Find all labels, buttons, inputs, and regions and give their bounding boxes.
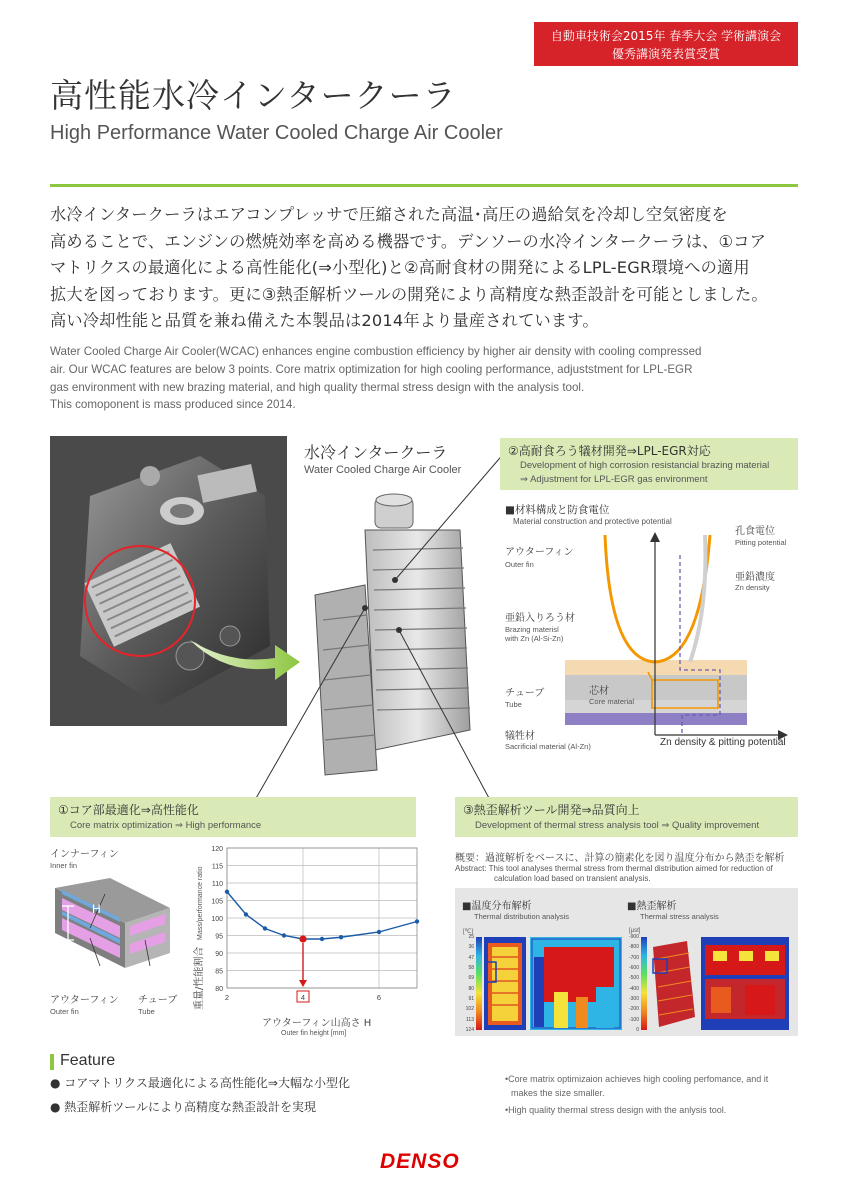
stress-scale-label: -100	[628, 1016, 639, 1023]
chart-ytick-label: 85	[215, 968, 223, 976]
chart-xtick-label: 6	[376, 993, 382, 1002]
temp-scale-label: 69	[468, 975, 474, 982]
intro-ja-line: 拡大を図っております。更に③熱歪解析ツールの開発により高精度な熱歪設計を可能としました。	[50, 284, 768, 304]
intro-en-line: This comoponent is mass produced since 2014.	[50, 398, 296, 412]
analysis-overview-ja: 概要：過渡解析をベースに、計算の簡素化を図り温度分布から熱歪を解析	[455, 853, 785, 864]
box3-title: ③熱歪解析ツール開発⇒品質向上	[463, 803, 640, 817]
stress-scale-label: -900	[628, 934, 639, 940]
tube-label-en-box1: Tube	[138, 1007, 155, 1016]
temp-scale-label: 80	[468, 985, 474, 992]
analysis-abstract-2: calculation load based on transient analysis.	[494, 874, 651, 883]
core-label-en: Core material	[589, 697, 635, 706]
temp-scale-label: 58	[468, 965, 474, 971]
chart-ytick-label: 90	[215, 951, 223, 958]
box2-subtitle-2: ⇒ Adjustment for LPL-EGR gas environment	[520, 474, 708, 485]
pitting-label-ja: 孔食電位	[735, 526, 775, 537]
temp-scale-label: 25	[468, 934, 474, 940]
stress-scale-label: -600	[628, 965, 639, 971]
product-label-en: Water Cooled Charge Air Cooler	[304, 464, 462, 476]
material-diagram	[560, 530, 800, 760]
chart-point	[263, 926, 267, 930]
box3-subtitle: Development of thermal stress analysis tool ⇒ Quality improvement	[475, 820, 760, 831]
temp-scale-label: 47	[468, 954, 474, 961]
chart-point	[320, 937, 324, 941]
outer-fin-label-ja-box1: アウターフィン	[50, 995, 119, 1006]
stress-scale-label: -800	[628, 944, 639, 951]
thermal-dist-title-en: Thermal distribution analysis	[474, 912, 570, 921]
stress-scale-label: 0	[636, 1027, 639, 1033]
box1-title: ①コア部最適化⇒高性能化	[58, 803, 199, 817]
material-diagram-title: ■材料構成と防食電位	[505, 504, 610, 516]
chart-ylabel-ja: 重量/性能割合	[194, 946, 205, 1010]
feature-heading: Feature	[60, 1052, 116, 1069]
box2-title: ②高耐食ろう犠材開発⇒LPL-EGR対応	[508, 444, 711, 458]
page-title-ja: 高性能水冷インタークーラ	[50, 76, 457, 115]
temp-scale-label: 102	[465, 1006, 474, 1013]
chart-ylabel-en: Mass/performance ratio	[197, 866, 204, 940]
thermal-dist-title-ja: ■温度分布解析	[462, 901, 532, 912]
intro-ja-line: マトリクスの最適化による高性能化(⇒小型化)と②高耐食材の開発によるLPL-EGR環境への適用	[50, 258, 750, 277]
box2-header	[500, 438, 798, 490]
mass-performance-chart	[205, 842, 420, 1017]
temp-scale-label: 91	[468, 996, 474, 1002]
chart-xlabel-ja: アウターフィン山高さ H	[262, 1018, 372, 1029]
award-line1: 自動車技術会2015年 春季大会 学術講演会	[550, 29, 782, 43]
box1-header	[50, 797, 416, 837]
fin-height-h-label: H	[92, 902, 101, 916]
sacrificial-label-ja: 犠牲材	[505, 731, 535, 742]
outer-fin-label-en-box1: Outer fin	[50, 1007, 79, 1016]
chart-xtick-label: 4	[300, 993, 306, 1002]
brazing-label-ja: 亜鉛入りろう材	[505, 613, 575, 624]
temp-scale-label: 36	[468, 944, 474, 951]
core-matrix-illustration	[50, 868, 190, 978]
tube-label-en: Tube	[505, 700, 522, 709]
stress-scale-label: -400	[628, 985, 639, 992]
analysis-abstract-1: Abstract: This tool analyses thermal stress from thermal distribution aimed for reduction of	[455, 864, 773, 873]
feature-ja-2: ● 熱歪解析ツールにより高精度な熱歪設計を実現	[50, 1100, 317, 1114]
box2-subtitle-1: Development of high corrosion resistancial brazing material	[520, 460, 770, 471]
thermal-dist-images	[484, 937, 624, 1030]
intro-ja-line: 高い冷却性能と品質を兼ね備えた本製品は2014年より量産されています。	[50, 311, 599, 330]
feature-en-2: •High quality thermal stress design with the anlysis tool.	[505, 1105, 727, 1115]
chart-ytick-label: 115	[211, 863, 223, 871]
stress-scale-label: -700	[628, 954, 639, 961]
pitting-label-en: Pitting potential	[735, 538, 787, 547]
stress-unit: [μst]	[629, 928, 641, 934]
chart-ytick-label: 100	[211, 916, 223, 923]
chart-point	[415, 919, 419, 923]
stress-scale-labels	[625, 934, 639, 1033]
chart-series-line	[227, 892, 417, 939]
feature-ja-1: ● コアマトリクス最適化による高性能化⇒大幅な小型化	[50, 1076, 350, 1090]
box3-header	[455, 797, 798, 837]
temp-scale-labels	[460, 934, 474, 1033]
chart-ytick-label: 120	[211, 846, 223, 853]
intro-ja-line: 高めることで、エンジンの燃焼効率を高める機器です。デンソーの水冷インタークーラは、①コア	[50, 231, 766, 251]
intro-en-line: gas environment with new brazing material, and high quality thermal stress design with the analysis tool.	[50, 380, 585, 394]
outer-fin-label-en: Outer fin	[505, 560, 534, 569]
denso-logo: DENSO	[380, 1150, 460, 1173]
chart-ytick-label: 110	[211, 881, 223, 888]
chart-point	[377, 930, 381, 934]
chart-highlight-arrow	[299, 980, 307, 987]
tube-label-ja-box1: チューブ	[138, 995, 178, 1006]
brazing-label-en-2: with Zn (Al-Si-Zn)	[505, 634, 564, 643]
temp-scale-label: 113	[466, 1016, 474, 1023]
page-title-en: High Performance Water Cooled Charge Air Cooler	[50, 122, 503, 144]
inner-fin-label-ja: インナーフィン	[50, 849, 119, 860]
feature-marker	[50, 1054, 54, 1070]
chart-xtick-label: 2	[224, 993, 230, 1002]
sacrificial-label-en: Sacrificial material (Al-Zn)	[505, 742, 591, 751]
thermal-stress-images	[649, 937, 789, 1030]
chart-point	[339, 935, 343, 939]
chart-ytick-label: 105	[211, 898, 223, 906]
brazing-label-en-1: Brazing materisl	[505, 625, 559, 634]
chart-ytick-label: 80	[215, 986, 223, 993]
stress-scale-label: -500	[628, 975, 639, 982]
chart-point	[282, 933, 286, 937]
intro-en-line: Water Cooled Charge Air Cooler(WCAC) enhances engine combustion efficiency by higher air density with cooling compressed	[50, 345, 702, 358]
award-line2: 優秀講演発表賞受賞	[611, 47, 720, 61]
thermal-stress-title-en: Thermal stress analysis	[640, 912, 719, 921]
chart-highlight-point	[299, 935, 306, 942]
stress-colorbar	[641, 937, 647, 1030]
tube-label-ja: チューブ	[505, 688, 545, 699]
product-label-ja: 水冷インタークーラ	[304, 443, 448, 462]
stress-scale-label: -200	[628, 1006, 639, 1013]
chart-xlabel-en: Outer fin height [mm]	[281, 1030, 347, 1037]
feature-en-1b: makes the size smaller.	[511, 1088, 605, 1098]
core-label-ja: 芯材	[589, 686, 609, 697]
outer-fin-label-ja: アウターフィン	[505, 547, 574, 558]
temp-colorbar	[476, 937, 482, 1030]
feature-en-1a: •Core matrix optimizaion achieves high cooling perfomance, and it	[505, 1074, 769, 1084]
material-diagram-subtitle: Material construction and protective potential	[513, 517, 672, 526]
zn-label-ja: 亜鉛濃度	[735, 572, 775, 583]
thermal-stress-title-ja: ■熱歪解析	[627, 901, 677, 912]
chart-point	[244, 912, 248, 916]
temp-unit: [℃]	[463, 929, 474, 935]
stress-scale-label: -300	[628, 996, 639, 1002]
temp-scale-label: 124	[465, 1027, 474, 1033]
intro-ja-line: 水冷インタークーラはエアコンプレッサで圧縮された高温･高圧の過給気を冷却し空気密度を	[50, 205, 728, 224]
chart-ytick-label: 95	[215, 933, 223, 941]
box1-subtitle: Core matrix optimization ⇒ High performance	[70, 820, 262, 831]
zn-axis-label: Zn density & pitting potential	[660, 737, 786, 748]
zn-label-en: Zn density	[735, 583, 770, 592]
chart-point	[225, 890, 229, 894]
inner-fin-label-en: Inner fin	[50, 861, 78, 870]
intro-en-line: air. Our WCAC features are below 3 points. Core matrix optimization for high cooling performance, adjuststment for LPL-EGR	[50, 362, 693, 376]
